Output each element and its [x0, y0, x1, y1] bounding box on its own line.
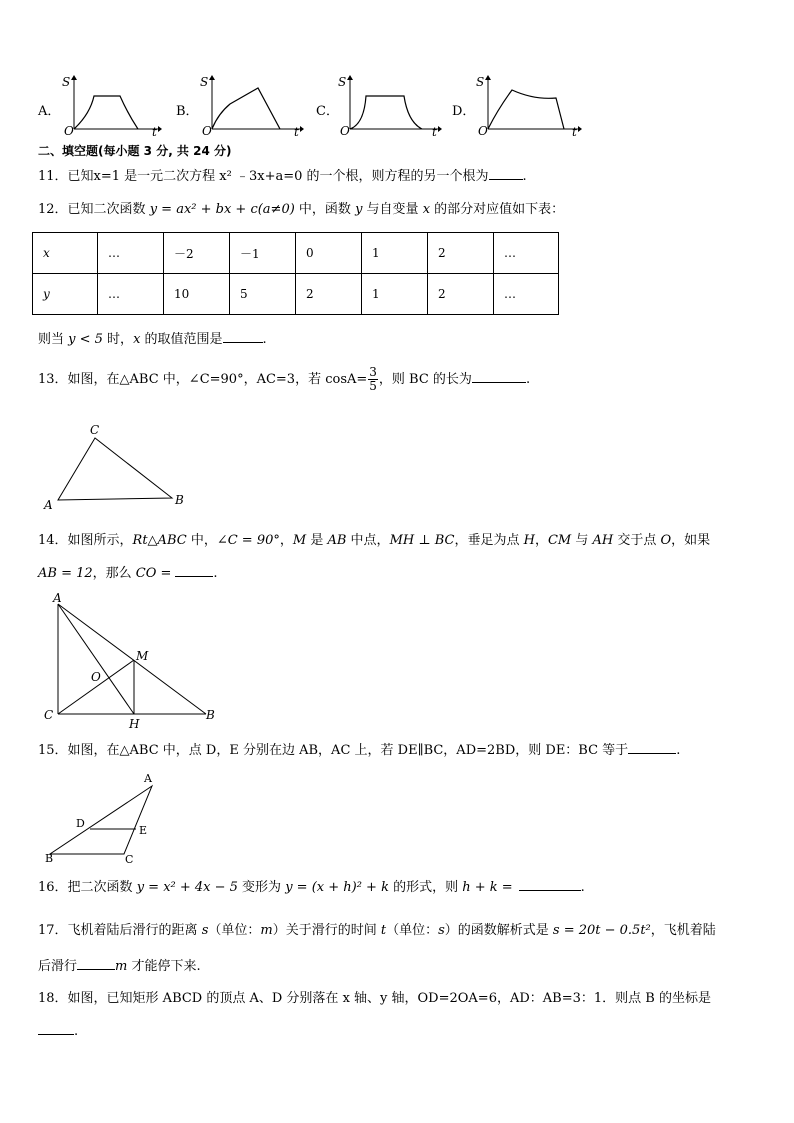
table-cell: … [494, 274, 559, 315]
q12-tail-a: 则当 [38, 332, 69, 347]
q17-b: （单位： [208, 923, 261, 938]
q17-line2-a: 后滑行 [38, 959, 78, 974]
table-cell: 5 [230, 274, 296, 315]
q12-text-a: 12．已知二次函数 [38, 202, 150, 217]
option-d-o: O [478, 124, 488, 136]
q14-f: M [292, 533, 307, 548]
table-cell: … [98, 233, 164, 274]
tri14-label-h: H [129, 717, 140, 730]
table-cell: 2 [428, 274, 494, 315]
q14-i: 中点， [346, 533, 390, 548]
q14-r: O [660, 533, 672, 548]
question-18-line2 [38, 1022, 78, 1041]
question-13 [38, 366, 530, 394]
q18-text: 18．如图，已知矩形 ABCD 的顶点 A、D 分别落在 x 轴、y 轴，OD=2OA=6，AD：AB=3：1．则点 B 的坐标是 [38, 991, 711, 1006]
q15-end: . [676, 743, 681, 758]
tri13-label-a: A [44, 498, 53, 512]
triangle-14-figure [38, 590, 223, 730]
q14-n: CM [547, 533, 572, 548]
q14-l: H [523, 533, 535, 548]
option-a-label: A． [38, 104, 61, 119]
q14-j: MH ⊥ BC [389, 533, 455, 548]
q11-text: 11．已知x=1 是一元二次方程 x² ﹣3x+a=0 的一个根，则方程的另一个根为 [38, 169, 489, 184]
question-12-tail [38, 330, 267, 349]
q12-text-d: 的部分对应值如下表： [430, 202, 565, 217]
q15-answer-blank [628, 741, 676, 754]
q17-f: ，飞机着陆 [650, 923, 716, 938]
q16-c: 的形式，则 [388, 880, 463, 895]
option-a-t: t [152, 125, 157, 136]
q14-answer-blank [175, 564, 213, 577]
option-a-graph [62, 74, 162, 136]
table-cell: 2 [428, 233, 494, 274]
option-c-o: O [340, 124, 350, 136]
question-15 [38, 741, 680, 760]
section-title: 二、填空题(每小题 3 分, 共 24 分) [38, 144, 232, 158]
tri15-label-c: C [125, 853, 134, 865]
tri15-label-a: A [144, 772, 152, 785]
q14-p: AH [592, 533, 614, 548]
q14-q: 交于点 [613, 533, 661, 548]
q14-b: Rt△ABC [132, 533, 187, 548]
option-a-o: O [64, 124, 74, 136]
q14-d: ∠C = 90° [216, 533, 280, 548]
q17-var-s: s [201, 923, 209, 938]
q13-end: . [525, 372, 531, 387]
q12-text-b: 中，函数 [294, 202, 356, 217]
q17-d: （单位： [386, 923, 439, 938]
question-17-line1 [38, 922, 716, 940]
q16-answer-blank [519, 878, 581, 891]
tri15-label-e: E [139, 824, 148, 837]
question-14-line2 [38, 564, 218, 583]
table-cell: 1 [362, 233, 428, 274]
q12-tail-c: 的取值范围是 [140, 332, 223, 347]
table-row [33, 233, 559, 274]
tri15-label-b: B [45, 852, 54, 865]
table-cell: … [98, 274, 164, 315]
table-cell: －2 [164, 233, 230, 274]
q14-k: ，垂足为点 [454, 533, 524, 548]
table-cell: 1 [362, 274, 428, 315]
q12-var-y: y [355, 202, 363, 217]
q14-o: 与 [571, 533, 593, 548]
q16-formula-2: y = (x + h)² + k [285, 880, 389, 895]
q14-c: 中， [186, 533, 217, 548]
q17-c: ）关于滑行的时间 [272, 923, 381, 938]
q17-answer-blank [77, 957, 115, 970]
q12-tail-b: 时， [102, 332, 134, 347]
question-14-line1 [38, 532, 710, 550]
q14-s: ，如果 [671, 533, 711, 548]
tri13-label-c: C [90, 423, 100, 437]
q14-line2-b: ，那么 [92, 566, 136, 581]
option-c-s: S [338, 75, 347, 89]
table-cell: x [33, 233, 98, 274]
q13-answer-blank [472, 370, 526, 383]
table-row [33, 274, 559, 315]
question-17-line2 [38, 957, 201, 976]
q18-end: . [74, 1024, 79, 1039]
q13-text-b: ，则 BC 的长为 [378, 372, 472, 387]
option-c-label: C． [316, 104, 339, 119]
q15-text: 15．如图，在△ABC 中，点 D，E 分别在边 AB，AC 上，若 DE∥BC，AD=2BD，则 DE：BC 等于 [38, 743, 629, 758]
q14-g: 是 [306, 533, 328, 548]
option-b-o: O [202, 124, 212, 136]
q13-num: 3 [369, 365, 377, 379]
q14-h: AB [327, 533, 347, 548]
q14-m: ， [534, 533, 548, 548]
table-cell: －1 [230, 233, 296, 274]
q13-fraction [368, 366, 378, 393]
q17-a: 17．飞机着陆后滑行的距离 [38, 923, 202, 938]
q11-end: . [522, 169, 527, 184]
tri14-label-m: M [136, 649, 149, 663]
q14-e: ， [279, 533, 293, 548]
option-c-graph [338, 74, 442, 136]
table-cell: 2 [296, 274, 362, 315]
tri14-label-b: B [206, 708, 215, 722]
option-d-s: S [476, 75, 485, 89]
option-d-graph [476, 74, 582, 136]
option-b-label: B． [176, 104, 199, 119]
q17-line2-b: 才能停下来. [127, 959, 201, 974]
tri14-label-o: O [91, 670, 101, 684]
option-c-t: t [432, 125, 437, 136]
question-11 [38, 167, 527, 186]
question-18-line1 [38, 990, 711, 1008]
q17-formula: s = 20t − 0.5t² [552, 923, 651, 938]
q17-unit-m: m [260, 923, 273, 938]
triangle-13-figure [40, 422, 200, 514]
q14-line2-end: . [213, 566, 218, 581]
q12-tail-x: x [133, 332, 141, 347]
question-16 [38, 878, 585, 897]
q17-unit-s: s [438, 923, 445, 938]
tri13-label-b: B [175, 493, 184, 507]
q12-tail-cond: y < 5 [68, 332, 103, 347]
q14-line2-c: CO = [135, 566, 172, 581]
option-b-s: S [200, 75, 209, 89]
q12-tail-end: . [262, 332, 267, 347]
question-12 [38, 201, 564, 219]
q14-a: 14．如图所示， [38, 533, 133, 548]
q12-text-c: 与自变量 [362, 202, 423, 217]
q12-var-x: x [422, 202, 431, 217]
q17-var-t: t [380, 923, 387, 938]
tri15-label-d: D [76, 817, 85, 830]
q13-den: 5 [369, 379, 377, 393]
q16-end: . [580, 880, 585, 895]
q16-formula-1: y = x² + 4x − 5 [136, 880, 238, 895]
value-table [32, 232, 559, 315]
q12-answer-blank [223, 330, 263, 343]
triangle-15-figure [40, 770, 170, 865]
q14-line2-a: AB = 12 [38, 566, 93, 581]
q11-answer-blank [489, 167, 523, 180]
q12-formula: y = ax² + bx + c(a≠0) [149, 202, 295, 217]
q16-b: 变形为 [237, 880, 286, 895]
q17-e: ）的函数解析式是 [444, 923, 553, 938]
q18-answer-blank [38, 1022, 74, 1035]
option-d-label: D． [452, 104, 476, 119]
tri14-label-c: C [44, 708, 54, 722]
option-b-graph [200, 74, 304, 136]
table-cell: 0 [296, 233, 362, 274]
q16-a: 16．把二次函数 [38, 880, 137, 895]
option-b-t: t [294, 125, 299, 136]
q16-formula-3: h + k = [462, 880, 513, 895]
q17-line2-m: m [115, 959, 128, 974]
option-a-s: S [62, 75, 71, 89]
q13-text-a: 13．如图，在△ABC 中，∠C=90°，AC=3，若 cosA= [38, 372, 368, 387]
table-cell: … [494, 233, 559, 274]
tri14-label-a: A [53, 591, 62, 605]
option-d-t: t [572, 125, 577, 136]
table-cell: 10 [164, 274, 230, 315]
table-cell: y [33, 274, 98, 315]
